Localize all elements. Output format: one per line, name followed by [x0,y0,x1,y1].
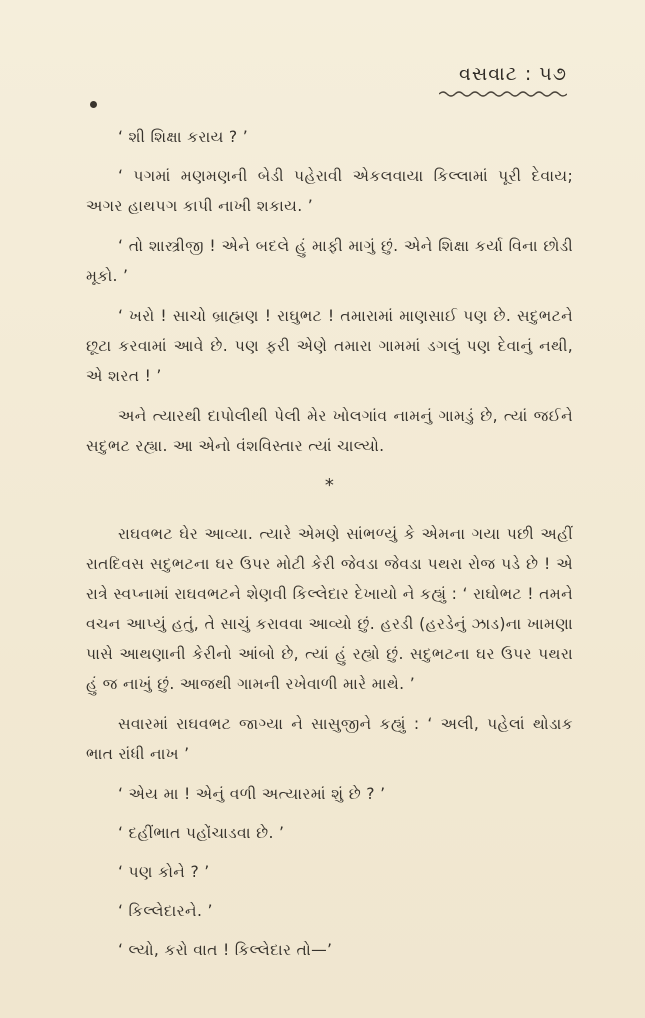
paragraph: અને ત્યારથી દાપોલીથી પેલી મેર ખોલગાંવ નામનું ગામડું છે, ત્યાં જઈને સદુભટ રહ્યા. આ એનો વંશવિસ્તાર ત્યાં ચાલ્યો. [86,407,573,455]
running-head: વસવાટ : ૫૭ [459,63,567,85]
paragraph: ‘ દહીંભાત પહોંચાડવા છે. ’ [118,824,285,842]
paragraph: ‘ શી શિક્ષા કરાય ? ’ [118,128,249,146]
paragraph: રાઘવભટ ઘેર આવ્યા. ત્યારે એમણે સાંભળ્યું કે એમના ગયા પછી અહીં રાતદિવસ સદુભટના ઘર ઉપર મોટી કેરી જેવડા જેવડા પથરા રોજ પડે છે ! એ રાત્રે સ્વપ્નામાં રાઘવભટને શેણવી કિલ્લેદાર દેખાયો ને કહ્યું : ‘ રાઘોભટ ! તમને વચન આપ્યું હતું, તે સાચું કરાવવા આવ્યો છું. હરડી (હરડેનું ઝાડ)ના ખામણા પાસે આથણાની કેરીનો આંબો છે, ત્યાં હું રહ્યો છું. સદુભટના ઘર ઉપર પથરા હું જ નાખું છું. આજથી ગામની રખેવાળી મારે માથે. ’ [86,525,573,693]
page-header [439,63,567,99]
paragraph: ‘ ખરો ! સાચો બ્રાહ્મણ ! રાઘુભટ ! તમારામાં માણસાઈ પણ છે. સદુભટને છૂટા કરવામાં આવે છે. પણ ફરી એણે તમારા ગામમાં ડગલું પણ દેવાનું નથી, એ શરત ! ’ [86,307,573,385]
paragraph: સવારમાં રાઘવભટ જાગ્યા ને સાસુજીને કહ્યું : ‘ અલી, પહેલાં થોડાક ભાત રાંધી નાખ ’ [86,715,573,763]
paragraph: ‘ પણ કોને ? ’ [118,863,210,881]
paragraph: ‘ લ્યો, કરો વાત ! કિલ્લેદાર તો—’ [118,941,333,959]
paragraph: ‘ તો શાસ્ત્રીજી ! એને બદલે હું માફી માગું છું. એને શિક્ષા કર્યા વિના છોડી મૂકો. ’ [86,237,573,285]
ink-dot [90,101,97,108]
paragraph: ‘ કિલ્લેદારને. ’ [118,902,213,920]
body-text [86,122,573,974]
paragraph: ‘ પગમાં મણમણની બેડી પહેરાવી એકલવાયા કિલ્લામાં પૂરી દેવાય; અગર હાથપગ કાપી નાખી શકાય. ’ [86,167,573,215]
wavy-ornament [439,89,567,99]
section-separator: * [324,475,335,496]
paragraph: ‘ એય મા ! એનું વળી અત્યારમાં શું છે ? ’ [118,785,386,803]
